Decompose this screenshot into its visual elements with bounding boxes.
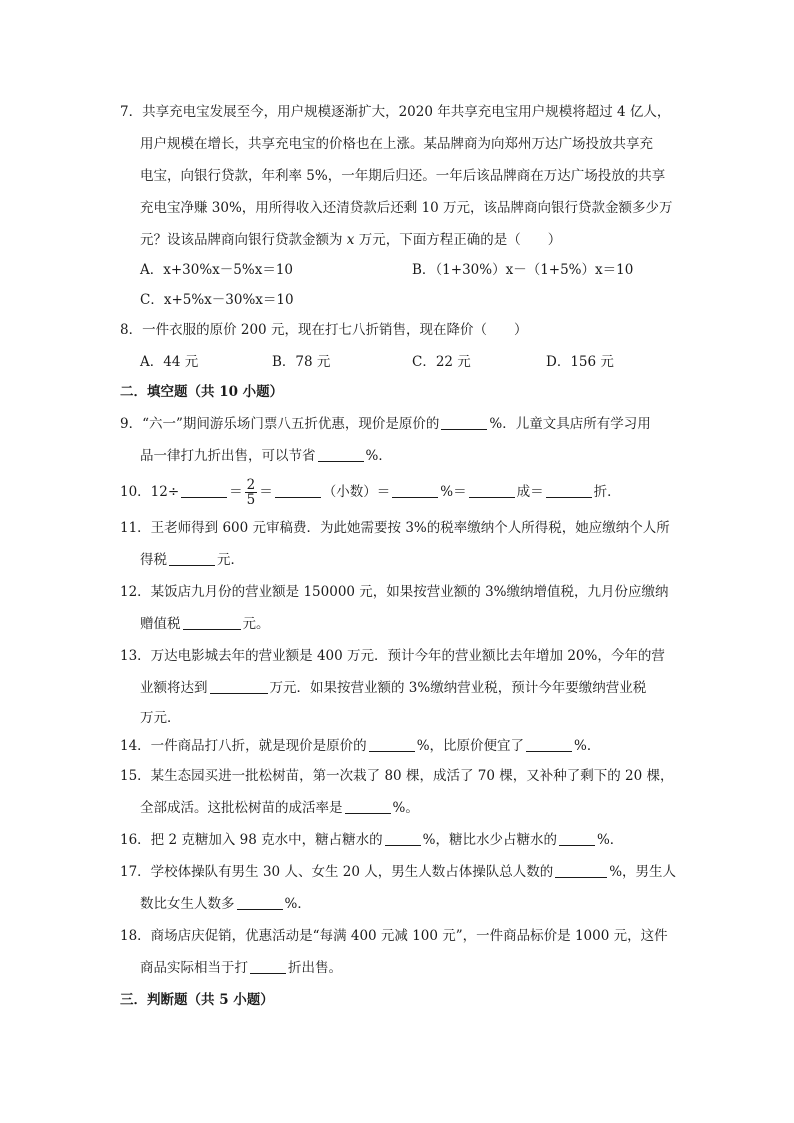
q16-blank-1[interactable] — [385, 831, 421, 846]
q12-line-1: 12．某饭店九月份的营业额是 150000 元，如果按营业额的 3%缴纳增值税，九月份应缴纳 — [120, 584, 669, 600]
q10-line — [120, 478, 621, 507]
q14-text-3: %． — [574, 738, 601, 754]
q7-line-1: 7．共享充电宝发展至今，用户规模逐渐扩大，2020 年共享充电宝用户规模将超过 4 亿人， — [120, 104, 671, 120]
q15-text-2: %。 — [392, 800, 419, 816]
q13-text-1: 业额将达到 — [140, 680, 208, 696]
q9-line-1 — [120, 414, 651, 434]
q17-line-1 — [120, 862, 676, 882]
q10-text-c: ＝ — [259, 484, 273, 500]
q7-line-2: 用户规模在增长，共享充电宝的价格也在上涨。某品牌商为向郑州万达广场投放共享充 — [140, 136, 653, 152]
q18-blank[interactable] — [250, 959, 286, 974]
q18-text-1: 商品实际相当于打 — [140, 960, 248, 976]
q7-option-a[interactable]: A．x+30%x－5%x＝10 — [140, 262, 294, 278]
q18-line-1: 18．商场店庆促销，优惠活动是“每满 400 元减 100 元”，一件商品标价是 1000 元，这件 — [120, 928, 668, 944]
q16-text-3: %． — [596, 832, 624, 848]
q15-blank[interactable] — [345, 799, 391, 814]
q12-text-2: 元。 — [242, 616, 270, 632]
q16-blank-2[interactable] — [559, 831, 595, 846]
q17-line-2 — [140, 894, 311, 914]
q11-blank[interactable] — [169, 551, 215, 566]
q10-text-d: （小数）＝ — [322, 484, 391, 500]
q14-text-2: %，比原价便宜了 — [416, 738, 525, 754]
q18-line-2 — [140, 958, 342, 978]
q16-text-1: 16．把 2 克糖加入 98 克水中，糖占糖水的 — [120, 832, 383, 848]
q17-text-4: %． — [284, 896, 311, 912]
q8-option-d[interactable]: D．156 元 — [546, 354, 614, 370]
q8-stem: 8．一件衣服的原价 200 元，现在打七八折销售，现在降价（ ） — [120, 322, 528, 338]
q10-blank-4[interactable] — [469, 483, 515, 498]
q10-text-b: ＝ — [229, 484, 243, 500]
q9-line-2 — [140, 446, 392, 466]
q10-blank-5[interactable] — [546, 483, 592, 498]
q13-blank-1[interactable] — [210, 679, 268, 694]
q14-line — [120, 736, 600, 756]
q7-line-5-start: 元？设该品牌商向银行贷款金额为 — [140, 232, 347, 248]
q10-fraction — [245, 478, 258, 507]
q9-text-3: 品一律打九折出售，可以节省 — [140, 448, 316, 464]
q7-option-c[interactable]: C．x+5%x－30%x＝10 — [140, 292, 294, 308]
q17-text-1: 17．学校体操队有男生 30 人、女生 20 人，男生人数占体操队总人数的 — [120, 864, 554, 880]
section-3-heading: 三．判断题（共 5 小题） — [120, 992, 274, 1008]
q9-blank-1[interactable] — [441, 415, 487, 430]
q13-line-3: 万元． — [140, 710, 181, 726]
q10-text-e: %＝ — [440, 484, 467, 500]
q17-text-3: 数比女生人数多 — [140, 896, 235, 912]
q17-blank-1[interactable] — [555, 863, 607, 878]
q8-option-c[interactable]: C．22 元 — [412, 354, 471, 370]
q10-fraction-denominator: 5 — [246, 492, 256, 508]
q9-text-2: %．儿童文具店所有学习用 — [489, 416, 651, 432]
q15-line-2 — [140, 798, 419, 818]
q11-text-1: 得税 — [140, 552, 167, 568]
q8-option-b[interactable]: B．78 元 — [272, 354, 331, 370]
q9-text-1: 9．“六一”期间游乐场门票八五折优惠，现价是原价的 — [120, 416, 440, 432]
q14-text-1: 14．一件商品打八折，就是现价是原价的 — [120, 738, 367, 754]
q10-blank-2[interactable] — [275, 483, 321, 498]
q7-line-5-end: 万元，下面方程正确的是（ ） — [354, 232, 562, 248]
q12-text-1: 赠值税 — [140, 616, 181, 632]
q9-text-4: %． — [365, 448, 392, 464]
q7-line-3: 电宝，向银行贷款，年利率 5%，一年期后归还。一年后该品牌商在万达广场投放的共享 — [140, 168, 666, 184]
q7-line-4: 充电宝净赚 30%，用所得收入还清贷款后还剩 10 万元，该品牌商向银行贷款金额多少万 — [140, 200, 673, 216]
q10-text-a: 10．12÷ — [120, 484, 180, 500]
section-2-heading: 二．填空题（共 10 小题） — [120, 384, 284, 400]
q7-line-5 — [140, 230, 561, 250]
q13-line-1: 13．万达电影城去年的营业额是 400 万元．预计今年的营业额比去年增加 20%，今年的营 — [120, 648, 665, 664]
q14-blank-1[interactable] — [369, 737, 415, 752]
q7-variable-x: x — [346, 232, 355, 248]
q10-blank-3[interactable] — [392, 483, 438, 498]
q17-text-2: %，男生人 — [609, 864, 677, 880]
q16-text-2: %，糖比水少占糖水的 — [422, 832, 557, 848]
q17-blank-2[interactable] — [237, 895, 283, 910]
q15-text-1: 全部成活。这批松树苗的成活率是 — [140, 800, 343, 816]
q18-text-2: 折出售。 — [288, 960, 342, 976]
q11-text-2: 元． — [217, 552, 244, 568]
q13-text-2: 万元．如果按营业额的 3%缴纳营业税，预计今年要缴纳营业税 — [269, 680, 647, 696]
q13-line-2 — [140, 678, 646, 698]
q14-blank-2[interactable] — [526, 737, 572, 752]
q10-text-g: 折． — [593, 484, 621, 500]
q12-blank[interactable] — [183, 615, 241, 630]
q8-option-a[interactable]: A．44 元 — [140, 354, 199, 370]
q15-line-1: 15．某生态园买进一批松树苗，第一次栽了 80 棵，成活了 70 棵，又补种了剩下的 20 棵， — [120, 768, 674, 784]
q16-line — [120, 830, 623, 850]
q11-line-2 — [140, 550, 244, 570]
q7-option-b[interactable]: B．（1+30%）x－（1+5%）x＝10 — [412, 262, 634, 278]
q10-blank-1[interactable] — [181, 483, 227, 498]
q12-line-2 — [140, 614, 270, 634]
q9-blank-2[interactable] — [318, 447, 364, 462]
q11-line-1: 11．王老师得到 600 元审稿费．为此她需要按 3%的税率缴纳个人所得税，她应缴纳个人所 — [120, 520, 670, 536]
q10-fraction-numerator: 2 — [246, 477, 256, 493]
q10-text-f: 成＝ — [516, 484, 544, 500]
